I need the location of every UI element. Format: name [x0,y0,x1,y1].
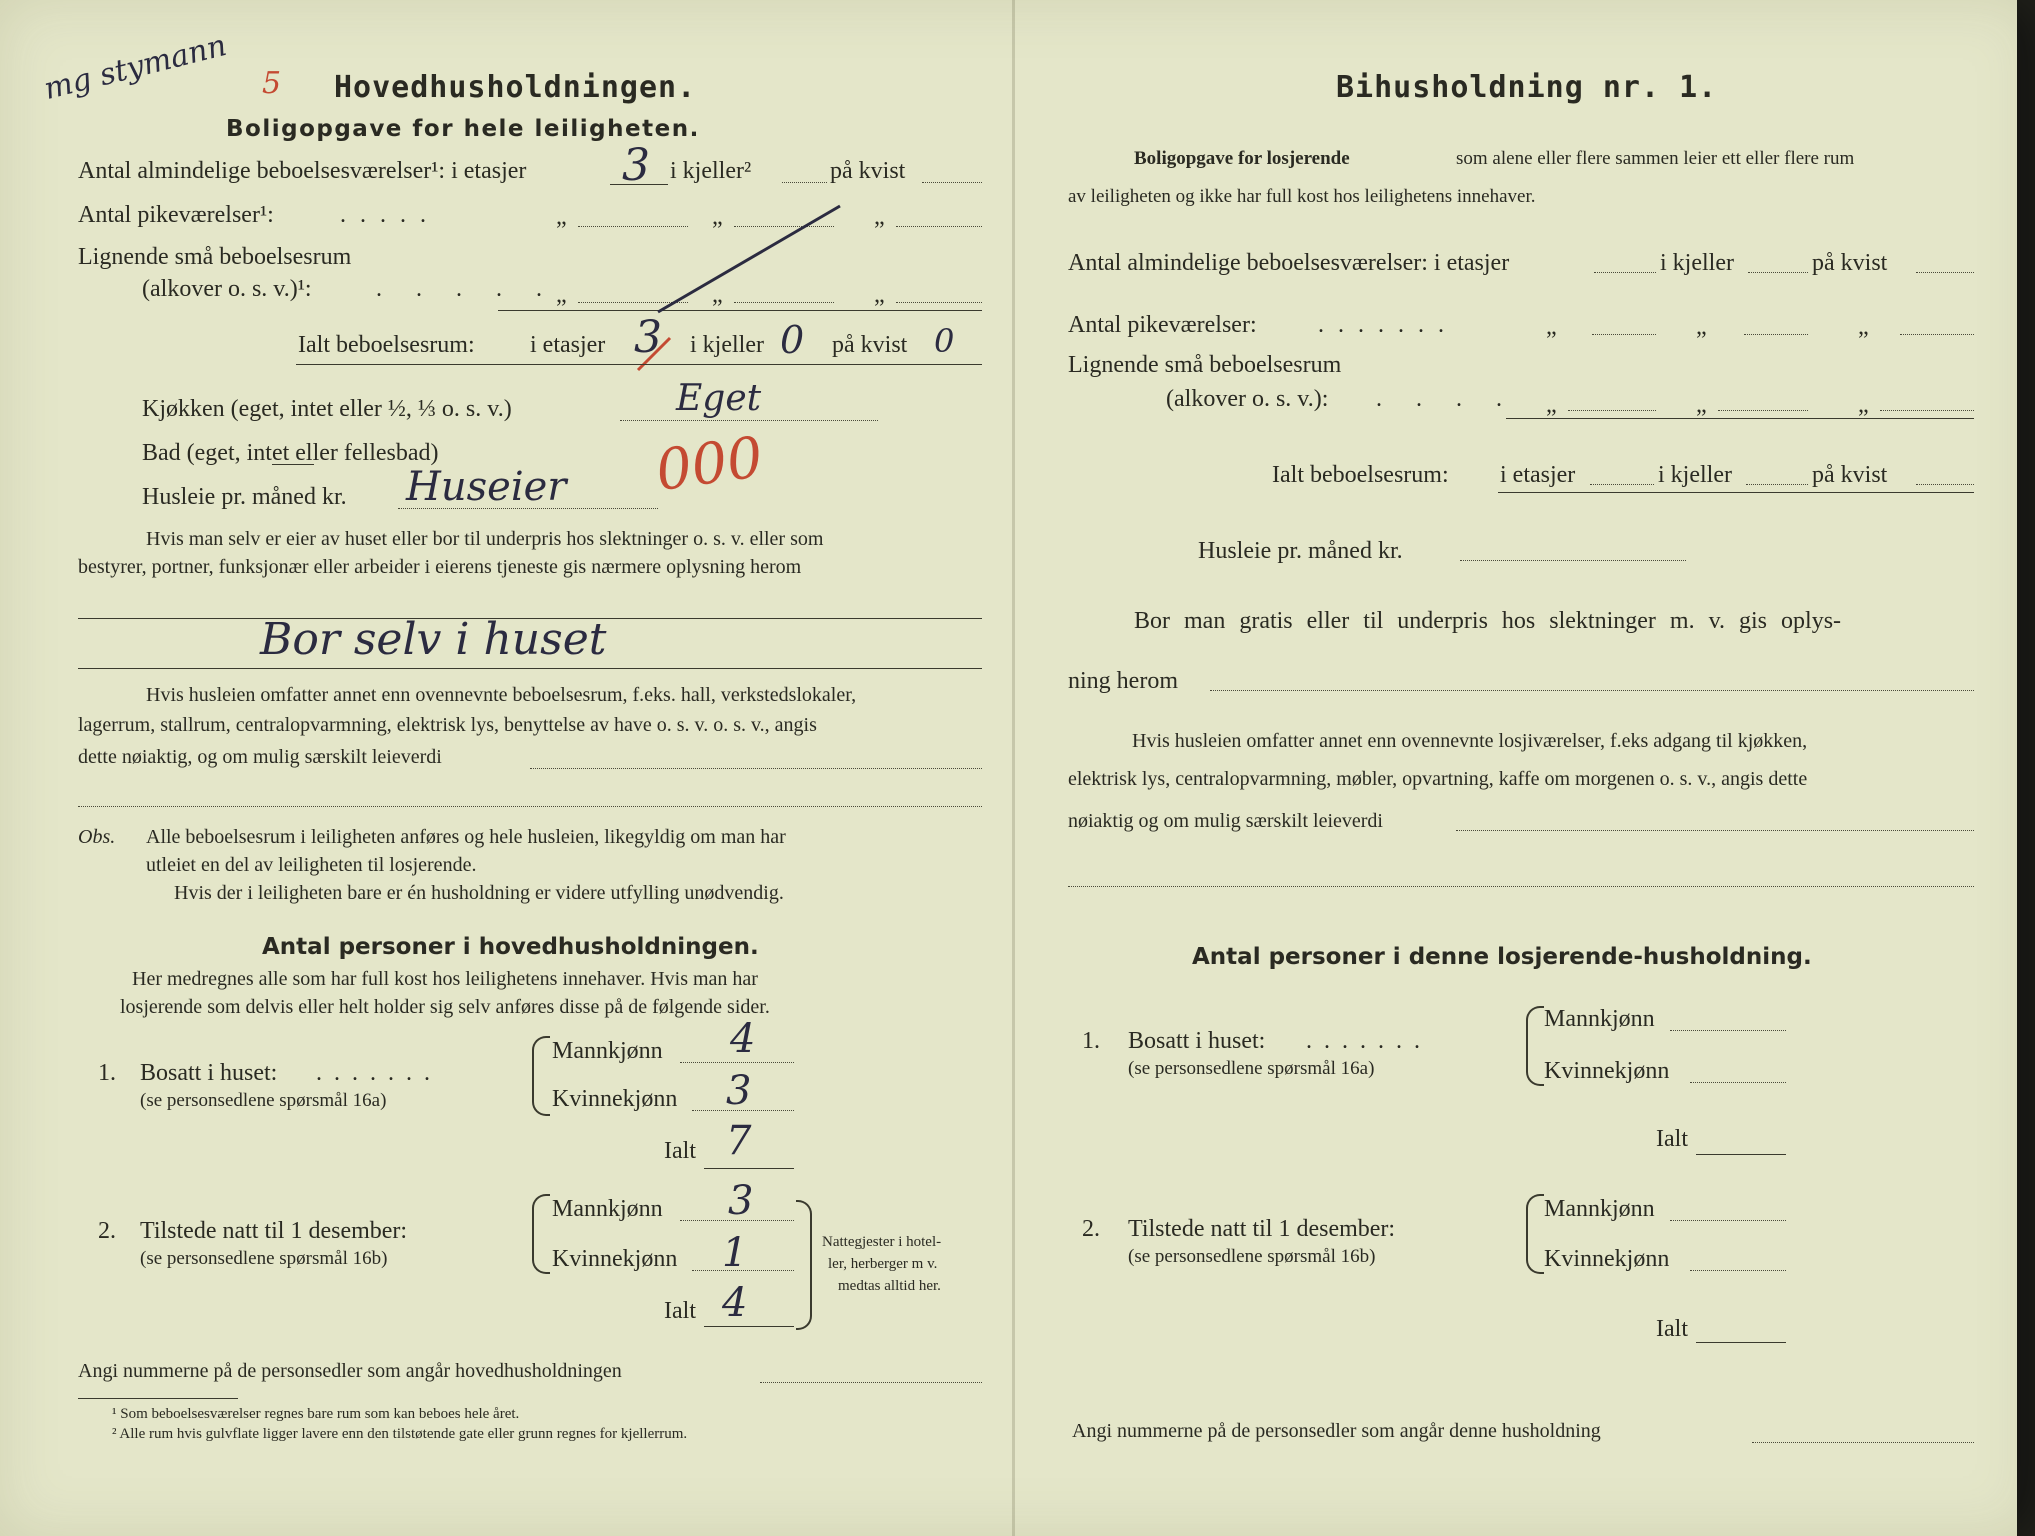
hw-kitchen: Eget [676,378,762,419]
bath-label: Bad (eget, intet eller fellesbad) [142,440,439,466]
maid-rooms-label: Antal pikeværelser¹: [78,202,274,228]
hw-q1-kvinne: 3 [726,1068,752,1114]
right-title: Bihusholdning nr. 1. [1336,70,1718,105]
right-maid-label: Antal pikeværelser: [1068,312,1257,338]
hw-ialt-kjeller: 0 [780,318,805,362]
hw-q1-mann: 4 [730,1016,756,1062]
hw-ialt-etasjer: 3 [634,312,662,363]
left-q2-label: Tilstede natt til 1 desember: [140,1218,408,1244]
kitchen-label: Kjøkken (eget, intet eller ½, ⅓ o. s. v.) [142,396,512,422]
hw-q2-mann: 3 [728,1178,754,1224]
footnote-1: ¹ Som beboelsesværelser regnes bare rum som kan beboes hele året. [112,1406,520,1422]
hw-etasjer: 3 [622,140,650,191]
right-total-label: Ialt beboelsesrum: [1272,462,1449,488]
right-rent-label: Husleie pr. måned kr. [1198,538,1403,564]
left-title: Hovedhusholdningen. [334,70,697,105]
hw-rent: Huseier [406,464,567,510]
total-rooms-label: Ialt beboelsesrum: [298,332,475,358]
left-q1-label: Bosatt i huset: [140,1060,278,1086]
annotation-top: mg stymann [40,27,231,108]
right-small-rooms-a: Lignende små beboelsesrum [1068,352,1342,378]
small-rooms-label-b: (alkover o. s. v.)¹: [142,276,312,302]
hotel-note-1: Nattegjester i hotel- [822,1234,942,1250]
small-rooms-label-a: Lignende små beboelsesrum [78,244,352,270]
hw-q1-ialt: 7 [726,1118,752,1164]
right-persons-title: Antal personer i denne losjerende-husholdning. [1192,944,1812,970]
footnote-2: ² Alle rum hvis gulvflate ligger lavere enn den tilstøtende gate eller grunn regnes for kjellerrum. [112,1426,688,1442]
hotel-note-2: ler, herberger m v. [828,1256,938,1272]
hw-slash [640,200,860,320]
hw-q2-kvinne: 1 [722,1230,748,1276]
scan-edge [2017,0,2035,1536]
right-angi: Angi nummerne på de personsedler som angår denne husholdning [1072,1420,1601,1442]
rooms-kjeller-label: i kjeller² [670,158,752,184]
red-mark-5: 5 [262,66,282,101]
left-subtitle: Boligopgave for hele leiligheten. [226,116,700,142]
hw-q2-ialt: 4 [722,1280,748,1326]
rooms-label: Antal almindelige beboelsesværelser¹: i etasjer [78,158,527,184]
right-rooms-label: Antal almindelige beboelsesværelser: i etasjer [1068,250,1510,276]
rent-label: Husleie pr. måned kr. [142,484,347,510]
right-small-rooms-b: (alkover o. s. v.): [1166,386,1329,412]
page-fold [1012,0,1015,1536]
census-form-sheet: mg stymann 5 Hovedhusholdningen. Boligopgave for hele leiligheten. Antal almindelige beboelsesværelser¹: i etasjer 3 i kjeller² på kvist Antal pikeværelser¹: ..... „ „ „ Lignende små beboelsesrum (alkover o. s. v.)¹: . . . . . „ „ „ Ialt beboelsesrum: i etasjer 3 i kjeller 0 på kvist 0 Kjøkken (eget, intet eller ½, ⅓ o. s. v.) Eget Bad (eget, intet eller fellesbad) Husleie pr. måned kr. Huseier 000 Hvis man selv er eier av huset eller bor til underpris hos slektninger o. s. v. eller som bestyrer, portner, funksjonær eller arbeider i eierens tjeneste gis nærmere oplysning herom Bor selv i huset Hvis husleien omfatter annet enn ovennevnte beboelsesrum, f.eks. hall, verkstedslokaler, lagerrum, stallrum, centralopvarmning, elektrisk lys, benyttelse av have o. s. v. o. s. v., angis dette nøiaktig, og om mulig særskilt leieverdi Obs. Alle beboelsesrum i leiligheten anføres og hele husleien, likegyldig om man har utleiet en del av leiligheten til losjerende. Hvis der i leiligheten bare er én husholdning er videre utfylling unødvendig. Antal personer i hovedhusholdningen. Her medregnes alle som har full kost hos leilighetens innehaver. Hvis man har losjerende som delvis eller helt holder sig selv anføres disse på de følgende sider. 1. Bosatt i huset: ....... (se personsedlene spørsmål 16a) Mannkjønn 4 Kvinnekjønn 3 Ialt 7 2. Tilstede natt til 1 desember: (se personsedlene spørsmål 16b) Mannkjønn 3 Kvinnekjønn 1 Ialt 4 Nattegjester i hotel- ler, herberger m v. medtas alltid her. Angi nummerne på de personsedler som angår hovedhusholdningen ¹ Som beboelsesværelser regnes bare rum som kan beboes hele året. ² Alle rum hvis gulvflate ligger lavere enn den tilstøtende gate eller grunn regnes for kjellerrum. Bihusholdning nr. 1. Boligopgave for losjerende som alene eller flere sammen leier ett eller flere rum av leiligheten og ikke har full kost hos leilighetens innehaver. Antal almindelige beboelsesværelser: i etasjer i kjeller på kvist Antal pikeværelser: ....... „ „ „ Lignende små beboelsesrum (alkover o. s. v.): . . . . „ „ „ Ialt beboelsesrum: i etasjer i kjeller på kvist Husleie pr. måned kr. Bor man gratis eller til underpris hos slektninger m. v. gis oplys- ning herom Hvis husleien omfatter annet enn ovennevnte losjiværelser, f.eks adgang til kjøkken, elektrisk lys, centralopvarmning, møbler, opvartning, kaffe om morgenen o. s. v., angis dette nøiaktig og om mulig særskilt leieverdi Antal personer i denne losjerende-husholdning. 1. Bosatt i huset: ....... (se personsedlene spørsmål 16a) Mannkjønn Kvinnekjønn Ialt 2. Tilstede natt til 1 desember: (se personsedlene spørsmål 16b) Mannkjønn Kvinnekjønn Ialt Angi nummerne på de personsedler som angår denne husholdning [0,0,2035,1536]
hw-herom: Bor selv i huset [260,614,607,665]
right-q2-label: Tilstede natt til 1 desember: [1128,1216,1396,1242]
right-intro-bold: Boligopgave for losjerende [1134,148,1350,169]
hw-rent-red: 000 [651,424,767,505]
left-persons-title: Antal personer i hovedhusholdningen. [262,934,759,960]
right-q1-label: Bosatt i huset: [1128,1028,1266,1054]
hw-ialt-kvist: 0 [934,322,955,360]
hotel-note-3: medtas alltid her. [838,1278,941,1294]
left-angi: Angi nummerne på de personsedler som angår hovedhusholdningen [78,1360,622,1382]
rooms-kvist-label: på kvist [830,158,906,184]
